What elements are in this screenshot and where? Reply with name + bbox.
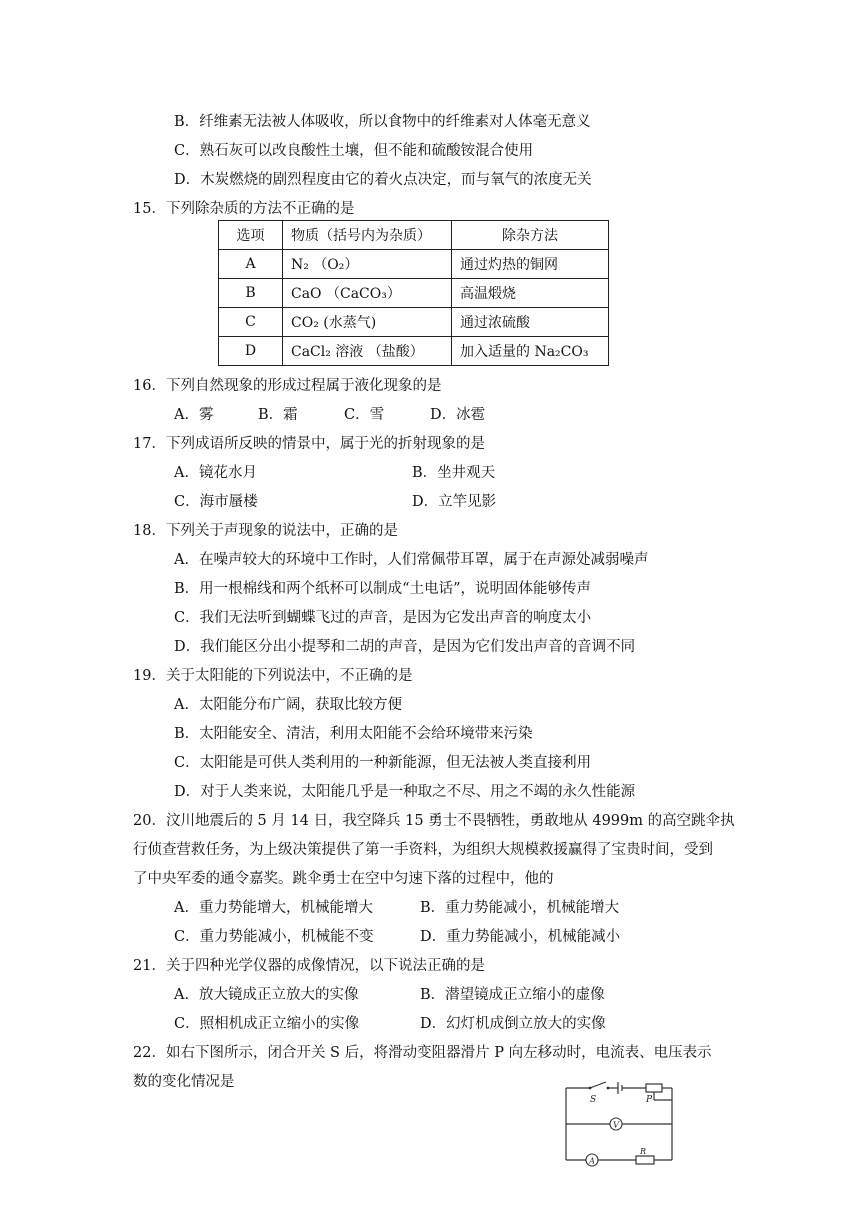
resistor-label: R: [640, 1147, 647, 1156]
q17-option-b: B．坐井观天: [412, 465, 496, 481]
q21-option-b: B．潜望镜成正立缩小的虚像: [420, 987, 605, 1003]
q22-stem-line-2: 数的变化情况是: [133, 1074, 235, 1090]
table-row: [219, 250, 609, 279]
table-cell: 高温煅烧: [452, 279, 609, 308]
table-header-cell: 选项: [219, 221, 283, 250]
q18-stem: 18．下列关于声现象的说法中，正确的是: [133, 523, 398, 539]
q20-stem-line-2: 行侦查营救任务，为上级决策提供了第一手资料，为组织大规模救援赢得了宝贵时间，受到: [133, 842, 713, 858]
table-cell: CaO （CaCO₃）: [283, 279, 452, 308]
table-cell: 通过浓硫酸: [452, 308, 609, 337]
slider-label: P: [646, 1095, 653, 1105]
q19-stem: 19．关于太阳能的下列说法中，不正确的是: [133, 668, 413, 684]
q15-table: [218, 220, 609, 366]
q20-option-c: C．重力势能减小，机械能不变: [174, 929, 374, 945]
q20-option-a: A．重力势能增大，机械能增大: [174, 900, 373, 916]
table-cell: A: [219, 250, 283, 279]
table-cell: D: [219, 337, 283, 366]
q16-option-a: A．雾: [174, 407, 214, 423]
table-cell: CO₂ (水蒸气): [283, 308, 452, 337]
q20-option-b: B．重力势能减小，机械能增大: [420, 900, 620, 916]
switch-label: S: [590, 1095, 597, 1105]
q20-option-d: D．重力势能减小，机械能减小: [420, 929, 621, 945]
table-header-cell: 物质（括号内为杂质）: [283, 221, 452, 250]
q14-option-d: D．木炭燃烧的剧烈程度由它的着火点决定，而与氧气的浓度无关: [174, 172, 592, 188]
q19-option-d: D．对于人类来说，太阳能几乎是一种取之不尽、用之不竭的永久性能源: [174, 784, 636, 800]
q18-option-d: D．我们能区分出小提琴和二胡的声音，是因为它们发出声音的音调不同: [174, 639, 636, 655]
q21-option-c: C．照相机成正立缩小的实像: [174, 1016, 360, 1032]
q17-option-a: A．镜花水月: [174, 465, 257, 481]
voltmeter-label: V: [613, 1120, 619, 1130]
table-row: [219, 279, 609, 308]
q17-option-c: C．海市蜃楼: [174, 494, 258, 510]
table-row: [219, 308, 609, 337]
table-cell: CaCl₂ 溶液 （盐酸）: [283, 337, 452, 366]
q19-option-b: B．太阳能安全、清洁，利用太阳能不会给环境带来污染: [174, 726, 533, 742]
ammeter-label: A: [589, 1156, 595, 1166]
q18-option-a: A．在噪声较大的环境中工作时，人们常佩带耳罩，属于在声源处减弱噪声: [174, 552, 649, 568]
table-header-row: [219, 221, 609, 250]
q17-stem: 17．下列成语所反映的情景中，属于光的折射现象的是: [133, 436, 485, 452]
circuit-diagram: [560, 1080, 680, 1172]
q22-stem-line-1: 22．如右下图所示，闭合开关 S 后，将滑动变阻器滑片 P 向左移动时，电流表、电压表示: [133, 1045, 712, 1061]
q21-option-d: D．幻灯机成倒立放大的实像: [420, 1016, 606, 1032]
q15-stem: 15．下列除杂质的方法不正确的是: [133, 201, 355, 217]
table-cell: N₂ （O₂）: [283, 250, 452, 279]
q18-option-c: C．我们无法听到蝴蝶飞过的声音，是因为它发出声音的响度太小: [174, 610, 592, 626]
q20-stem-line-1: 20．汶川地震后的 5 月 14 日，我空降兵 15 勇士不畏牺牲，勇敢地从 4999m 的高空跳伞执: [133, 813, 735, 829]
q18-option-b: B．用一根棉线和两个纸杯可以制成“土电话”，说明固体能够传声: [174, 581, 591, 597]
q16-option-d: D．冰雹: [430, 407, 486, 423]
q16-option-c: C．雪: [344, 407, 385, 423]
q17-option-d: D．立竿见影: [412, 494, 497, 510]
table-cell: 通过灼热的铜网: [452, 250, 609, 279]
table-row: [219, 337, 609, 366]
q21-option-a: A．放大镜成正立放大的实像: [174, 987, 359, 1003]
table-cell: B: [219, 279, 283, 308]
q14-option-c: C．熟石灰可以改良酸性土壤，但不能和硫酸铵混合使用: [174, 143, 534, 159]
q21-stem: 21．关于四种光学仪器的成像情况，以下说法正确的是: [133, 958, 485, 974]
q19-option-c: C．太阳能是可供人类利用的一种新能源，但无法被人类直接利用: [174, 755, 592, 771]
table-header-cell: 除杂方法: [452, 221, 609, 250]
table-cell: C: [219, 308, 283, 337]
q14-option-b: B．纤维素无法被人体吸收，所以食物中的纤维素对人体毫无意义: [174, 114, 591, 130]
q16-stem: 16．下列自然现象的形成过程属于液化现象的是: [133, 378, 442, 394]
q20-stem-line-3: 了中央军委的通令嘉奖。跳伞勇士在空中匀速下落的过程中，他的: [133, 871, 554, 887]
q16-option-b: B．霜: [258, 407, 298, 423]
q19-option-a: A．太阳能分布广阔，获取比较方便: [174, 697, 402, 713]
table-cell: 加入适量的 Na₂CO₃: [452, 337, 609, 366]
